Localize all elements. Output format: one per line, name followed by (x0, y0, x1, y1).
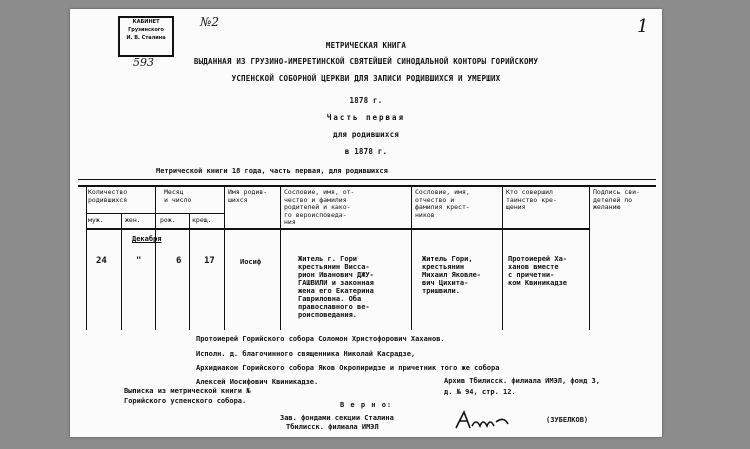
col-rule (589, 185, 590, 330)
stamp-line: И. В. Сталина (126, 35, 166, 41)
head-title-line-1: Зав. фондами секции Сталина (280, 414, 394, 422)
col-rule (121, 213, 122, 330)
archive-stamp (118, 16, 174, 57)
table-border-top (78, 179, 656, 180)
col-rule (224, 185, 225, 330)
header-signatures: Подпись сви- детелей по желанию (593, 188, 640, 211)
header-priest: Кто совершил таинство кре- щения (506, 188, 557, 211)
header-count: Количество родившихся (88, 188, 128, 204)
table-border-top-2 (78, 185, 656, 187)
extract-line-1: Выписка из метрической книги № (124, 387, 251, 395)
header-bottom-rule (86, 228, 589, 230)
col-rule (155, 185, 156, 330)
archive-ref-line-2: д. № 94, стр. 12. (444, 388, 516, 396)
clergy-line-2: Исполн. д. благочинного священника Николай Касрадзе, (196, 350, 416, 358)
title-part: Часть первая (326, 113, 406, 122)
certified-label: В е р н о: (340, 401, 393, 409)
extract-line-2: Горийского успенского собора. (124, 397, 247, 405)
stamp-line: КАБИНЕТ (132, 19, 160, 25)
title-line-2: ВЫДАННАЯ ИЗ ГРУЗИНО-ИМЕРЕТИНСКОЙ СВЯТЕЙШЕЙ СИНОДАЛЬНОЙ КОНТОРЫ ГОРИЙСКОМУ (193, 57, 539, 66)
col-rule (280, 185, 281, 330)
row-godparents: Житель Гори, крестьянин Михаил Яковле- вич Цихита- тришвили. (422, 255, 482, 295)
row-priest: Протоиерей Ха- ханов вместе с причетни- ком Квиникадзе (508, 255, 568, 287)
page-number: 1 (637, 16, 649, 37)
table-caption: Метрической книги 18 года, часть первая, для родившихся (156, 167, 388, 175)
page-mark: №2 (200, 15, 219, 29)
archive-ref-line-1: Архив Тбилисск. филиала ИМЭЛ, фонд 3, (444, 377, 600, 385)
header-name: Имя родив- шихся (228, 188, 268, 204)
title-subtitle: для родившихся (332, 130, 399, 139)
stamp-number: 593 (133, 56, 154, 69)
title-line-1: МЕТРИЧЕСКАЯ КНИГА (325, 41, 407, 50)
row-day-birth: 6 (176, 256, 182, 266)
title-line-3: УСПЕНСКОЙ СОБОРНОЙ ЦЕРКВИ ДЛЯ ЗАПИСИ РОДИВШИХСЯ И УМЕРШИХ (231, 74, 501, 83)
row-count-female: " (136, 256, 142, 266)
col-rule (189, 213, 190, 330)
col-rule (86, 185, 87, 330)
signature-scribble (452, 408, 512, 434)
clergy-line-4: Алексей Иосифович Квиникадзе. (196, 378, 319, 386)
col-rule (502, 185, 503, 330)
head-title-line-2: Тбилисск. филиала ИМЭЛ (286, 423, 379, 431)
header-parents: Сословие, имя, от- чество и фамилия родителей и како- го вероисповеда- ния (284, 188, 355, 226)
title-year: 1878 г. (349, 96, 383, 105)
row-count-male: 24 (96, 256, 107, 266)
col-rule (411, 185, 412, 330)
header-godparents: Сословие, имя, отчество и фамилия крест- ников (415, 188, 470, 219)
document-page (70, 9, 662, 437)
handwritten-signature (452, 408, 512, 438)
clergy-line-3: Архидиакон Горийского собора Яков Окропиридзе и причетник того же собора (196, 364, 500, 372)
row-day-baptism: 17 (204, 256, 215, 266)
header-date-birth: рож. (160, 216, 176, 224)
header-count-male: муж. (88, 216, 104, 224)
header-date-baptism: крещ. (192, 216, 212, 224)
row-month: Декабря (132, 235, 162, 243)
signer-name: (ЗУБЕЛКОВ) (546, 416, 589, 424)
header-date: Месяц и число (164, 188, 192, 204)
stamp-line: Грузинского (128, 27, 164, 33)
row-parents: Житель г. Гори крестьянин Висса- рион Иванович ДЖУ- ГАШВИЛИ и законная жена его Екатерина Гавриловна. Оба православного ве- роисповедания. (298, 255, 374, 319)
clergy-line-1: Протоиерей Горийского собора Соломон Христофорович Хаханов. (196, 335, 445, 343)
header-count-female: жен. (125, 216, 141, 224)
row-name: Иосиф (240, 258, 262, 266)
title-year-2: в 1878 г. (344, 147, 388, 156)
